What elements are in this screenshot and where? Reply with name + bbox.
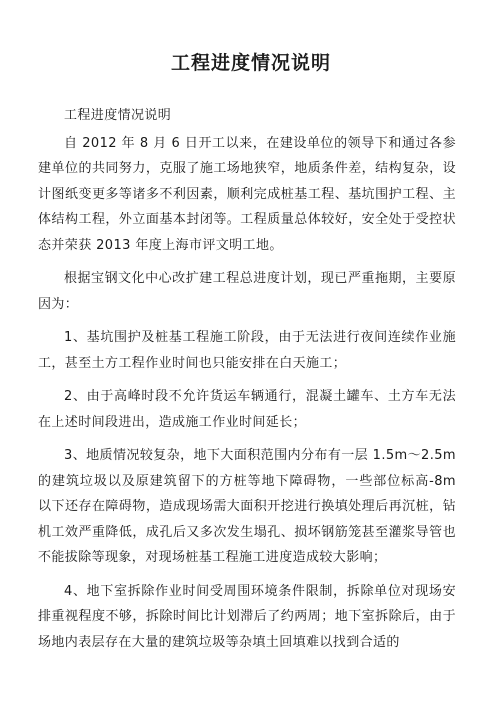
paragraph-item-1: 1、基坑围护及桩基工程施工阶段，由于无法进行夜间连续作业施工，甚至土方工程作业时间也只能安排在白天施工； xyxy=(38,330,456,371)
paragraph-item-4: 4、地下室拆除作业时间受周围环境条件限制，拆除单位对现场安排重视程度不够，拆除时间比计划滞后了约两周；地下室拆除后，由于场地内表层存在大量的建筑垃圾等杂填土回填难以找到合适的 xyxy=(38,583,456,650)
document-body xyxy=(38,103,456,655)
document-title: 工程进度情况说明 xyxy=(170,52,331,74)
paragraph-item-2: 2、由于高峰时段不允许货运车辆通行，混凝土罐车、土方车无法在上述时间段进出，造成施工作业时间延长； xyxy=(38,389,456,430)
paragraph-subtitle: 工程进度情况说明 xyxy=(64,108,172,123)
paragraph-item-3: 3、地质情况较复杂，地下大面积范围内分布有一层 1.5m～2.5m 的建筑垃圾以及原建筑留下的方桩等地下障碍物，一些部位标高-8m 以下还存在障碍物，造成现场需大面积开挖进行换填处理后再沉桩，钻机工效严重降低，成孔后又多次发生塌孔、损坏钢筋笼甚至灌浆导管也不能拔除等现象，对现场桩基工程施工进度造成较大影响； xyxy=(38,448,456,565)
paragraph-delay-reason: 根据宝钢文化中心改扩建工程总进度计划，现已严重拖期，主要原因为： xyxy=(38,271,456,312)
paragraph-intro: 自 2012 年 8 月 6 日开工以来，在建设单位的领导下和通过各参建单位的共同努力，克服了施工场地狭窄，地质条件差，结构复杂，设计图纸变更多等诸多不利因素，顺利完成桩基工程、基坑围护工程、主体结构工程，外立面基本封闭等。工程质量总体较好，安全处于受控状态并荣获 2013 年度上海市评文明工地。 xyxy=(38,135,456,253)
